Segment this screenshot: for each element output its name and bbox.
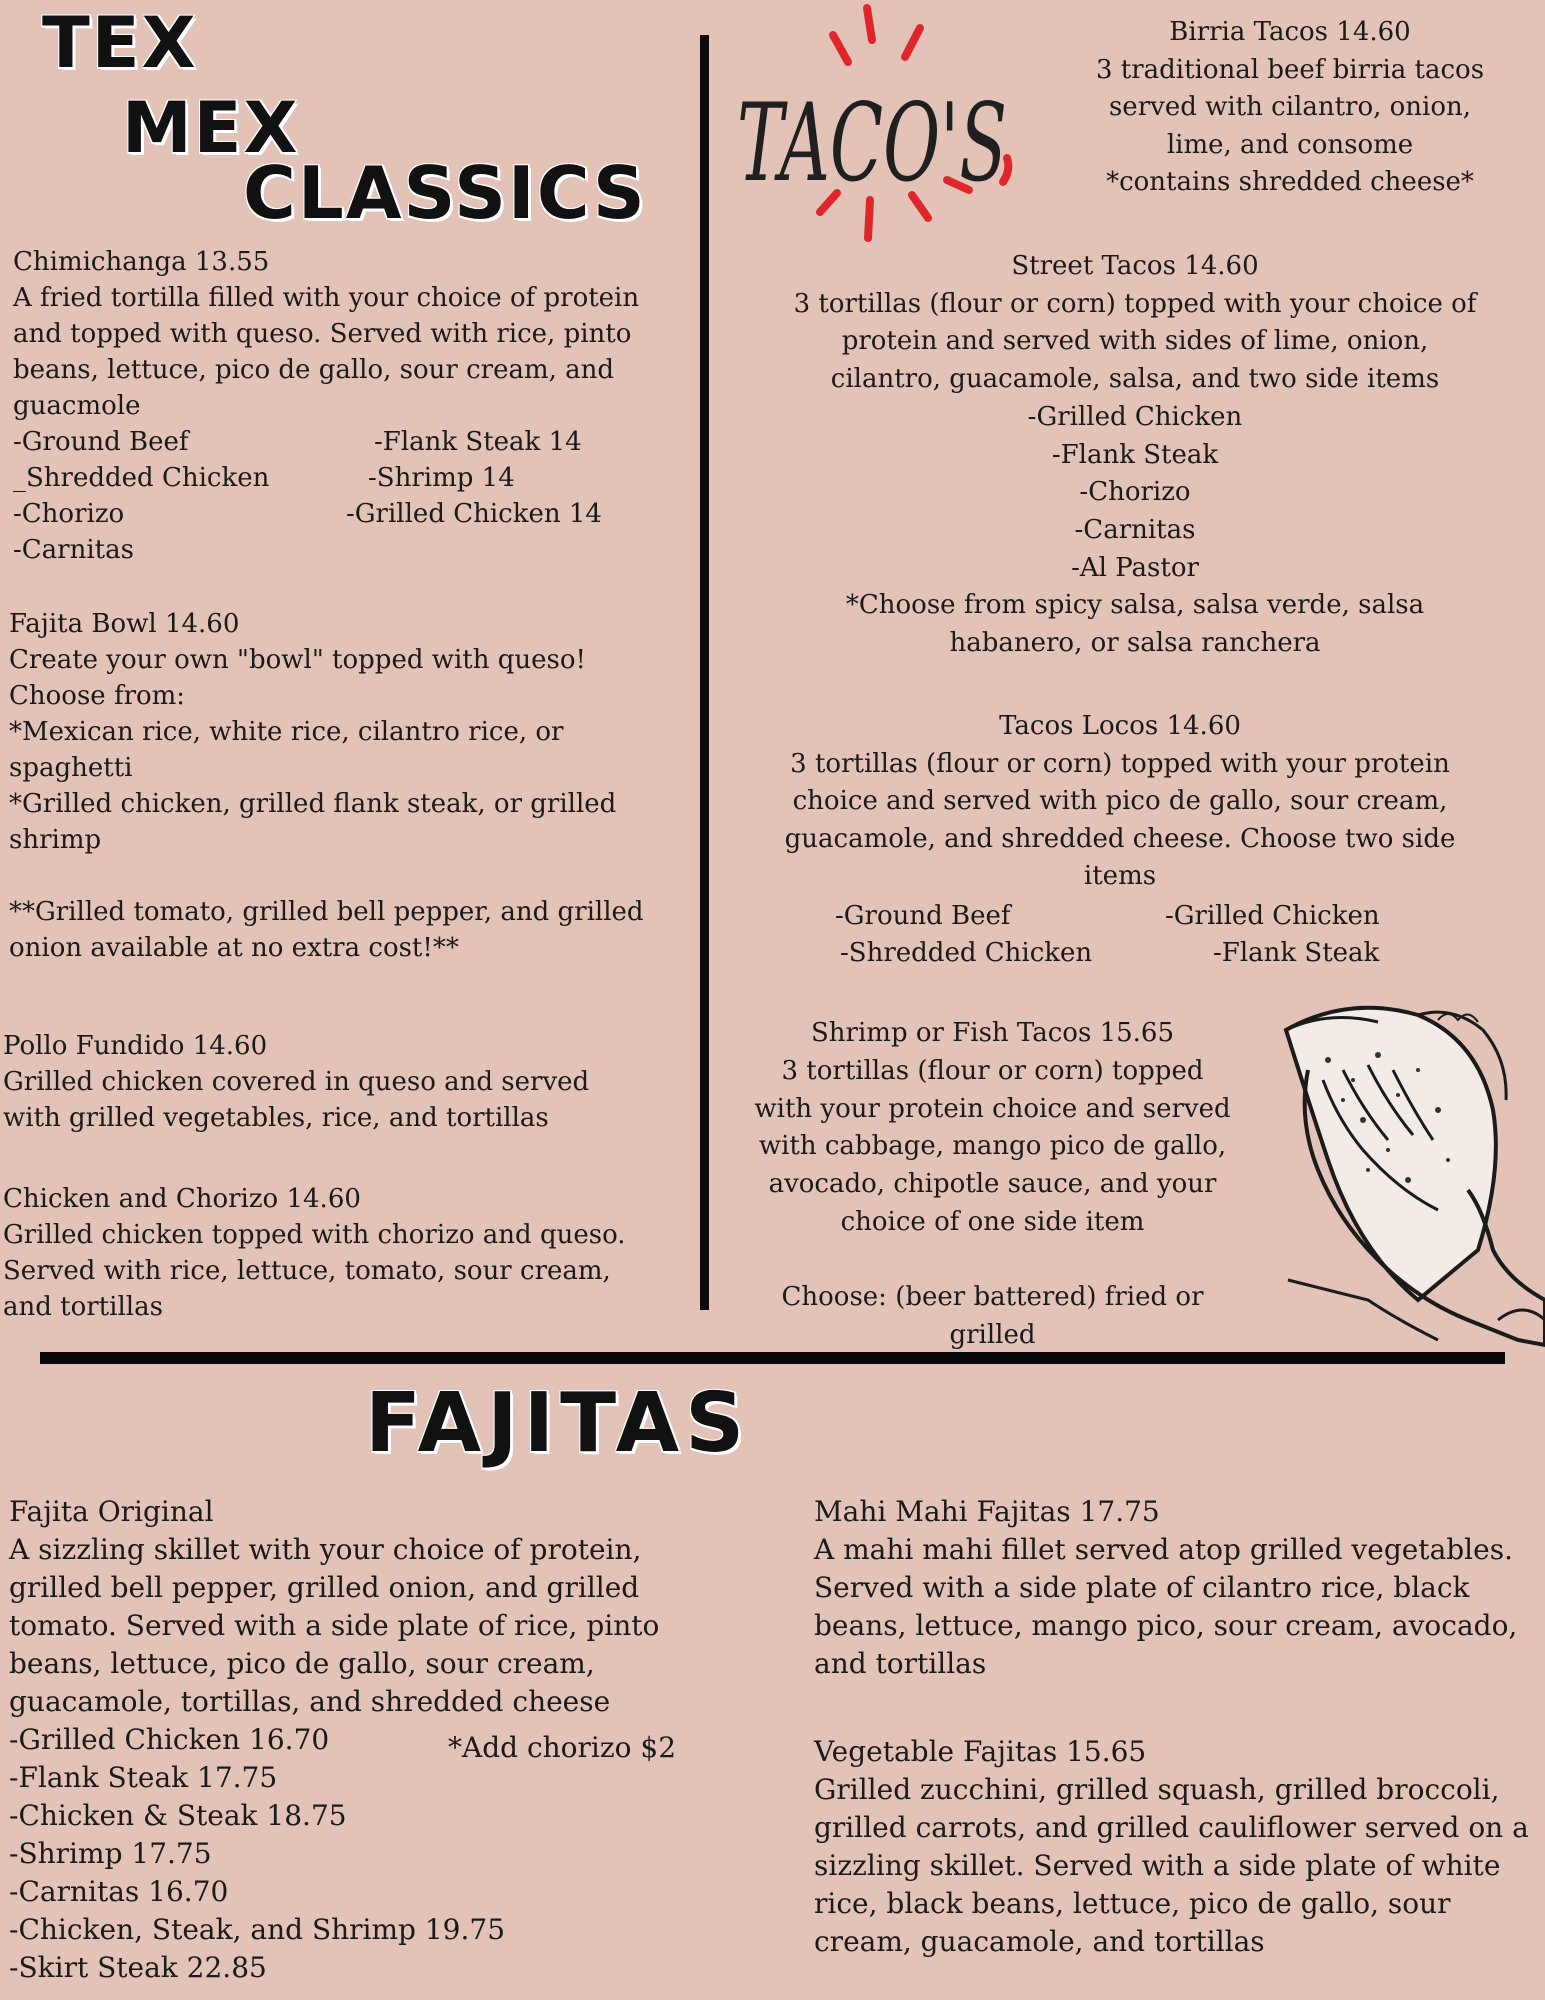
item-description: Grilled chicken topped with chorizo and queso. Served with rice, lettuce, tomato, sour cream, and tortillas: [3, 1220, 626, 1322]
fajita-addon-note: *Add chorizo $2: [448, 1731, 677, 1764]
item-line: 3 traditional beef birria tacos: [1095, 54, 1485, 85]
option: -Carnitas: [13, 535, 134, 565]
item-name: Shrimp or Fish Tacos 15.65: [811, 1018, 1174, 1048]
menu-item-street-tacos: [725, 248, 1545, 663]
item-name: Chicken and Chorizo 14.60: [3, 1184, 361, 1214]
item-line: 3 tortillas (flour or corn) topped: [781, 1055, 1204, 1086]
title-mex: MEX: [122, 87, 300, 169]
menu-item-fajita-original: [9, 1493, 689, 1721]
menu-item-fajita-bowl: [9, 606, 679, 966]
fajitas-heading: FAJITAS: [365, 1376, 751, 1471]
item-line: protein and served with sides of lime, onion,: [841, 326, 1429, 357]
option: -Chorizo: [13, 499, 125, 529]
item-line: Create your own "bowl" topped with queso!: [9, 645, 586, 675]
option: -Grilled Chicken 14: [346, 499, 602, 529]
menu-item-vegetable-fajitas: [814, 1733, 1539, 1961]
item-line: items: [1083, 861, 1157, 891]
option: -Flank Steak: [1051, 439, 1219, 470]
item-description: Grilled chicken covered in queso and served with grilled vegetables, rice, and tortillas: [3, 1067, 590, 1133]
item-name: Pollo Fundido 14.60: [3, 1031, 268, 1061]
menu-item-mahi-mahi-fajitas: [814, 1493, 1534, 1683]
item-note: Choose: (beer battered) fried or: [781, 1281, 1204, 1312]
item-line: *Grilled chicken, grilled flank steak, or grilled shrimp: [9, 789, 617, 855]
item-line: served with cilantro, onion,: [1108, 92, 1472, 122]
option: -Carnitas 16.70: [9, 1875, 229, 1908]
tacos-logo-text: TACO'S: [737, 81, 1007, 206]
option: -Grilled Chicken: [1165, 901, 1380, 931]
item-note: **Grilled tomato, grilled bell pepper, and grilled onion available at no extra cost!**: [9, 897, 644, 963]
item-name: Vegetable Fajitas 15.65: [814, 1735, 1147, 1768]
item-name: Fajita Bowl 14.60: [9, 609, 240, 639]
item-note: *Choose from spicy salsa, salsa verde, salsa: [845, 590, 1425, 621]
menu-item-tacos-locos: [725, 708, 1515, 896]
option: -Flank Steak 17.75: [9, 1761, 278, 1794]
item-line: choice of one side item: [840, 1206, 1145, 1237]
item-description: A fried tortilla filled with your choice of protein and topped with queso. Served with rice, pinto beans, lettuce, pico de gallo, sour cream, and guacmole: [13, 283, 640, 421]
item-description: Grilled zucchini, grilled squash, grilled broccoli, grilled carrots, and grilled cauliflower served on a sizzling skillet. Served with a side plate of white rice, black beans, lettuce, pico de gallo, sour cream, guacamole, and tortillas: [814, 1773, 1529, 1958]
hands-holding-taco-icon: [1268, 1000, 1545, 1352]
item-line: lime, and consome: [1166, 129, 1414, 160]
menu-item-pollo-fundido: [3, 1028, 643, 1136]
option: -Skirt Steak 22.85: [9, 1951, 267, 1984]
title-classics: CLASSICS: [243, 151, 647, 235]
menu-item-chicken-chorizo: [3, 1181, 683, 1325]
item-line: *contains shredded cheese*: [1106, 167, 1474, 197]
option: -Flank Steak 14: [374, 427, 582, 457]
menu-item-birria-tacos: [1040, 14, 1540, 202]
item-name: Birria Tacos 14.60: [1169, 17, 1411, 47]
tacos-locos-options: [835, 898, 1435, 978]
chimichanga-options-right: [346, 424, 666, 532]
item-note: grilled: [949, 1319, 1036, 1350]
item-name: Chimichanga 13.55: [13, 247, 270, 277]
option: -Ground Beef: [835, 901, 1011, 931]
item-name: Mahi Mahi Fajitas 17.75: [814, 1495, 1160, 1528]
item-line: Choose from:: [9, 681, 186, 711]
option: _Shredded Chicken: [13, 463, 270, 493]
option: -Carnitas: [1074, 514, 1196, 545]
item-line: avocado, chipotle sauce, and your: [768, 1169, 1217, 1200]
item-description: A sizzling skillet with your choice of protein, grilled bell pepper, grilled onion, and grilled tomato. Served with a side plate of rice, pinto beans, lettuce, pico de gallo, sour cream, guacamole, tortillas, and shredded cheese: [9, 1533, 660, 1718]
menu-item-shrimp-fish-tacos: [725, 1015, 1260, 1354]
option: -Grilled Chicken: [1027, 401, 1243, 432]
option: -Chicken & Steak 18.75: [9, 1799, 347, 1832]
item-note: habanero, or salsa ranchera: [949, 628, 1321, 659]
vertical-divider: [700, 35, 709, 1310]
item-name: Street Tacos 14.60: [1011, 251, 1259, 281]
option: -Al Pastor: [1071, 552, 1199, 583]
chimichanga-options-left: [13, 424, 269, 568]
item-name: Fajita Original: [9, 1495, 214, 1528]
option: -Flank Steak: [1213, 938, 1380, 968]
option: -Chorizo: [1079, 477, 1191, 508]
item-line: choice and served with pico de gallo, sour cream,: [792, 786, 1448, 816]
item-line: 3 tortillas (flour or corn) topped with your protein: [790, 748, 1450, 779]
item-line: cilantro, guacamole, salsa, and two side items: [830, 364, 1440, 395]
item-name: Tacos Locos 14.60: [999, 711, 1241, 741]
option: -Shrimp 14: [368, 463, 515, 493]
item-description: A mahi mahi fillet served atop grilled vegetables. Served with a side plate of cilantro rice, black beans, lettuce, mango pico, sour cream, avocado, and tortillas: [814, 1533, 1518, 1680]
item-line: with your protein choice and served: [754, 1093, 1231, 1124]
item-line: with cabbage, mango pico de gallo,: [758, 1131, 1227, 1162]
title-tex: TEX: [42, 2, 198, 84]
option: -Shredded Chicken: [840, 938, 1093, 968]
horizontal-divider: [40, 1352, 1505, 1364]
option: -Chicken, Steak, and Shrimp 19.75: [9, 1913, 506, 1946]
hands-taco-illustration: [1268, 1000, 1545, 1352]
option: -Grilled Chicken 16.70: [9, 1723, 330, 1756]
tacos-logo: [725, 0, 1025, 250]
option: -Shrimp 17.75: [9, 1837, 212, 1870]
menu-item-chimichanga: [13, 244, 673, 424]
item-line: 3 tortillas (flour or corn) topped with your choice of: [793, 288, 1477, 319]
item-line: guacamole, and shredded cheese. Choose two side: [784, 823, 1456, 854]
option: -Ground Beef: [13, 427, 189, 457]
fajita-original-options: [9, 1721, 505, 1987]
item-line: *Mexican rice, white rice, cilantro rice, or spaghetti: [9, 717, 564, 783]
tacos-logo-graphic: [725, 0, 1025, 250]
